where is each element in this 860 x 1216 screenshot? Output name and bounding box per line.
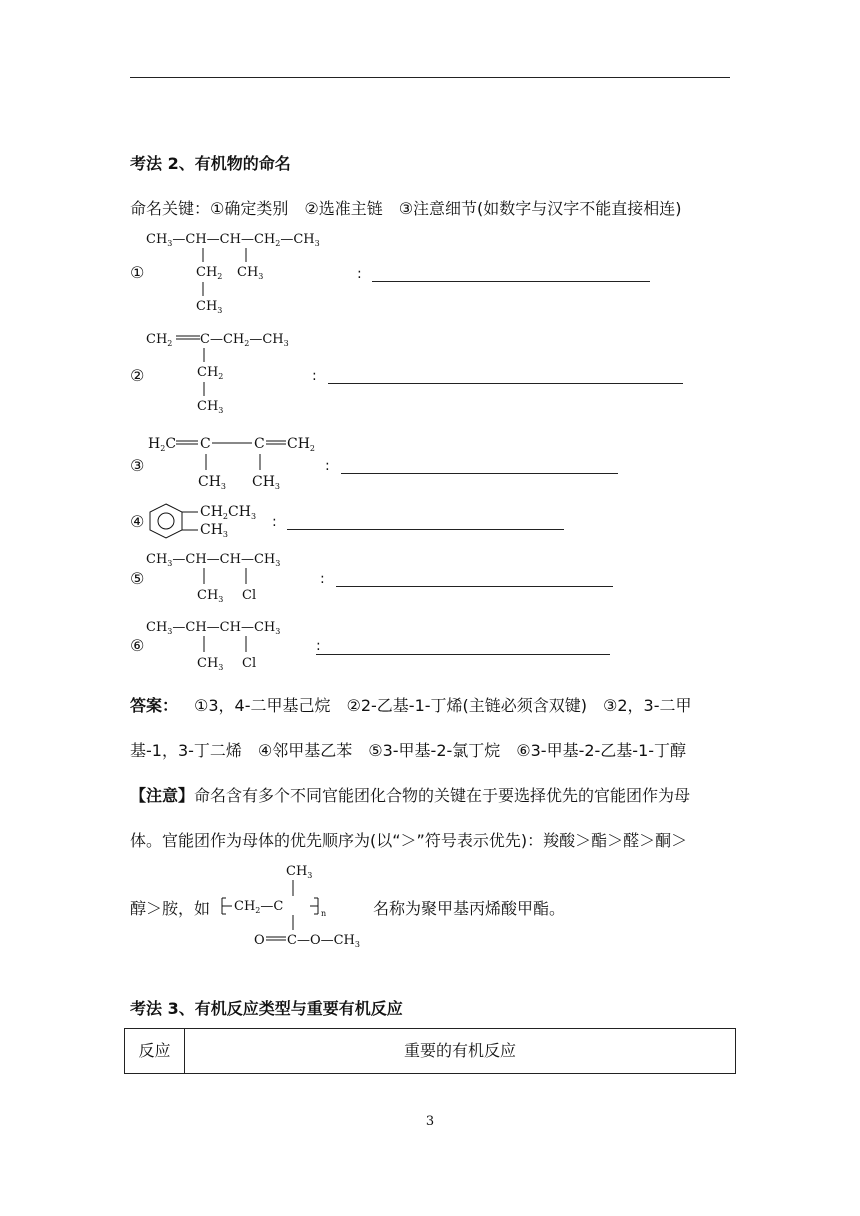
svg-text:CH3: $CH_3$ <box>252 474 281 491</box>
svg-text:CH3: $CH_3$ <box>196 299 223 315</box>
item-3-colon: : <box>325 458 330 474</box>
item-6-colon: : <box>316 638 321 654</box>
table-header-reaction: 反应 <box>125 1029 185 1073</box>
svg-text:CH2: $CH_2$ <box>146 332 173 348</box>
section-2-title: 考法 2、有机物的命名 <box>130 154 291 173</box>
table-header-important-reactions: 重要的有机反应 <box>403 1041 516 1060</box>
svg-text:Cl: Cl <box>242 588 257 603</box>
item-5-answer-blank[interactable] <box>336 586 613 587</box>
page-number: 3 <box>425 1114 435 1129</box>
item-1-structure <box>140 226 370 318</box>
item-2-structure <box>140 326 330 418</box>
answer-text-1: ①3，4-二甲基己烷 ②2-乙基-1-丁烯(主链必须含双键) ③2，3-二甲 <box>194 696 692 715</box>
item-2-colon: : <box>312 368 317 384</box>
note-label: 【注意】 <box>130 786 195 805</box>
item-6-answer-blank[interactable] <box>316 654 610 655</box>
item-2-answer-blank[interactable] <box>328 383 683 384</box>
svg-text:n: n <box>321 909 327 918</box>
item-6-structure <box>140 614 330 676</box>
note-line-2: 体。官能团作为母体的优先顺序为(以“＞”符号表示优先)：羧酸＞酯＞醛＞酮＞ <box>130 831 688 850</box>
item-2-number: ② <box>130 366 145 385</box>
svg-text:CH2: $CH_2$ <box>197 365 224 381</box>
svg-text:CH3: $CH_3$ <box>197 588 224 604</box>
svg-text:O: O <box>254 933 265 948</box>
item-4-colon: : <box>272 514 277 530</box>
item-4-structure <box>146 500 272 540</box>
item-4-number: ④ <box>130 512 145 531</box>
svg-text:C: C <box>200 436 211 452</box>
item-3-number: ③ <box>130 456 145 475</box>
item-1-number: ① <box>130 263 145 282</box>
svg-text:CH3—CH—CH—CH3: $CH_3—CH—CH—CH_3$ <box>146 552 281 568</box>
answer-line-2: 基-1，3-丁二烯 ④邻甲基乙苯 ⑤3-甲基-2-氯丁烷 ⑥3-甲基-2-乙基-1-丁醇 <box>130 741 687 760</box>
item-3-answer-blank[interactable] <box>341 473 618 474</box>
item-3-structure <box>140 430 340 496</box>
svg-text:CH2CH3: $CH_2CH_3$ <box>200 504 257 521</box>
svg-text:CH3—CH—CH—CH2—CH3: $CH_3—CH—CH—CH_2—CH_3$ <box>146 232 320 248</box>
item-6-number: ⑥ <box>130 636 145 655</box>
note-text-1: 命名含有多个不同官能团化合物的关键在于要选择优先的官能团作为母 <box>194 786 691 805</box>
svg-text:C—O—CH3: $C—O—CH_3$ <box>287 933 360 949</box>
svg-text:CH3: $CH_3$ <box>286 864 313 880</box>
svg-text:CH3: $CH_3$ <box>198 474 227 491</box>
svg-text:C—CH2—CH3: $C—CH_2—CH_3$ <box>200 332 289 348</box>
svg-text:CH3: $CH_3$ <box>237 265 264 281</box>
item-1-answer-blank[interactable] <box>372 281 650 282</box>
svg-text:H2C: $H_2C$ <box>148 436 177 453</box>
svg-text:Cl: Cl <box>242 656 257 671</box>
header-rule <box>130 77 730 78</box>
svg-text:CH2—C: $CH_2—C$ <box>234 899 284 915</box>
answer-line-1 <box>130 693 691 716</box>
reaction-table <box>124 1028 736 1074</box>
benzene-ring-icon <box>150 504 182 538</box>
item-5-colon: : <box>320 571 325 587</box>
section-3-title: 考法 3、有机反应类型与重要有机反应 <box>130 999 403 1018</box>
svg-text:C: C <box>254 436 265 452</box>
svg-text:CH3: $CH_3$ <box>197 399 224 415</box>
svg-text:CH3: $CH_3$ <box>200 522 229 539</box>
answer-label: 答案： <box>130 696 179 715</box>
item-5-structure <box>140 546 330 608</box>
item-1-colon: : <box>357 266 362 282</box>
note-line-3-prefix: 醇＞胺，如 <box>130 899 211 918</box>
item-5-number: ⑤ <box>130 569 145 588</box>
item-4-answer-blank[interactable] <box>287 529 564 530</box>
polymer-structure <box>218 858 378 950</box>
naming-key-points: 命名关键：①确定类别 ②选准主链 ③注意细节(如数字与汉字不能直接相连) <box>130 199 682 218</box>
note-line-1 <box>130 783 690 806</box>
svg-text:CH2: $CH_2$ <box>287 436 316 453</box>
note-line-3-suffix: 名称为聚甲基丙烯酸甲酯。 <box>373 899 566 918</box>
svg-text:CH3: $CH_3$ <box>197 656 224 672</box>
svg-text:CH2: $CH_2$ <box>196 265 223 281</box>
svg-text:CH3—CH—CH—CH3: $CH_3—CH—CH—CH_3$ <box>146 620 281 636</box>
